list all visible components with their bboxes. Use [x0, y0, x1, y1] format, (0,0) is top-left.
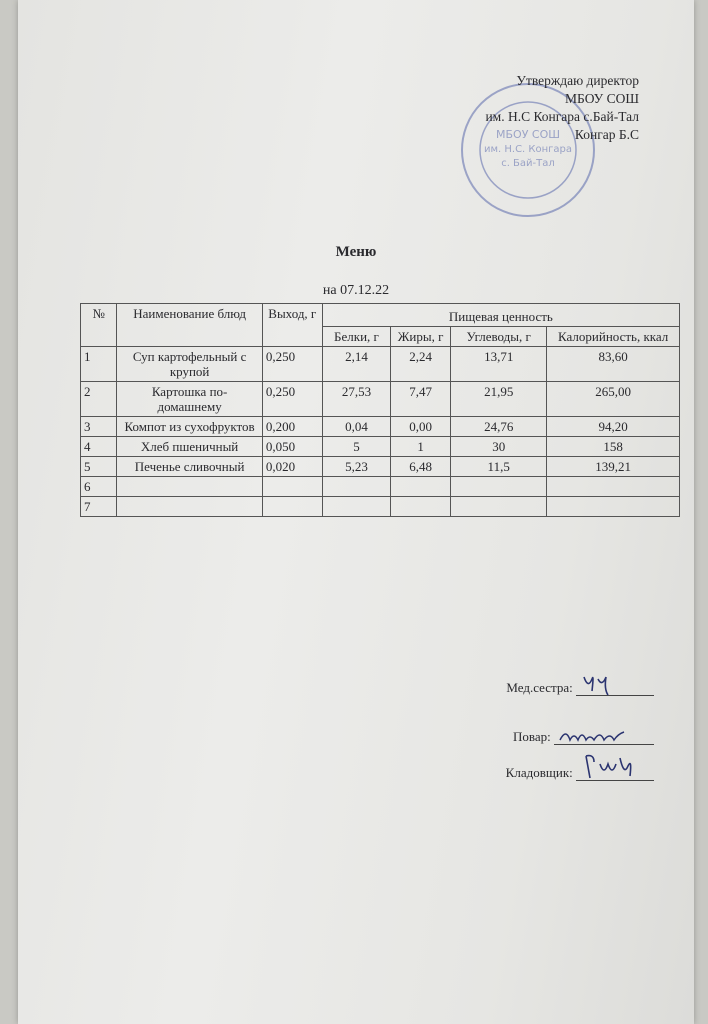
- cell-fat: [391, 497, 451, 517]
- document-page: [18, 0, 694, 1024]
- signature-nurse-label: Мед.сестра:: [506, 680, 573, 695]
- cell-carbs: 11,5: [451, 457, 547, 477]
- approval-line-4: Конгар Б.С: [574, 127, 639, 142]
- approval-block: [409, 72, 639, 144]
- cell-num: 6: [81, 477, 117, 497]
- table-row: [81, 347, 680, 382]
- table-row: [81, 382, 680, 417]
- cell-protein: 5: [322, 437, 390, 457]
- cell-carbs: 21,95: [451, 382, 547, 417]
- cell-name: Суп картофельный с крупой: [117, 347, 262, 382]
- cell-yield: [262, 477, 322, 497]
- cell-name: Хлеб пшеничный: [117, 437, 262, 457]
- cell-protein: 27,53: [322, 382, 390, 417]
- cell-kcal: 265,00: [547, 382, 680, 417]
- cell-kcal: 83,60: [547, 347, 680, 382]
- table-row: [81, 417, 680, 437]
- header-carbs: Углеводы, г: [451, 327, 547, 347]
- signature-nurse-line: [576, 681, 654, 696]
- cell-protein: [322, 477, 390, 497]
- cell-name: [117, 497, 262, 517]
- cell-name: Картошка по-домашнему: [117, 382, 262, 417]
- cell-yield: 0,020: [262, 457, 322, 477]
- cell-yield: [262, 497, 322, 517]
- cell-yield: 0,250: [262, 382, 322, 417]
- table-row: [81, 457, 680, 477]
- signature-cook-label: Повар:: [513, 729, 551, 744]
- cell-num: 5: [81, 457, 117, 477]
- cell-kcal: [547, 497, 680, 517]
- cell-fat: 1: [391, 437, 451, 457]
- header-fat: Жиры, г: [391, 327, 451, 347]
- signature-cook-line: [554, 730, 654, 745]
- approval-line-3: им. Н.С Конгара с.Бай-Тал: [485, 109, 639, 124]
- stamp-text-bottom: с. Бай-Тал: [501, 158, 555, 169]
- cell-name: Печенье сливочный: [117, 457, 262, 477]
- cell-kcal: 158: [547, 437, 680, 457]
- signature-cook: [513, 729, 654, 745]
- table-row: [81, 497, 680, 517]
- header-num: №: [81, 304, 117, 347]
- cell-num: 3: [81, 417, 117, 437]
- document-title: Меню: [335, 244, 377, 260]
- header-yield: Выход, г: [262, 304, 322, 347]
- cell-num: 1: [81, 347, 117, 382]
- header-name: Наименование блюд: [117, 304, 262, 347]
- signature-storekeeper: [506, 765, 654, 781]
- cell-protein: [322, 497, 390, 517]
- cell-fat: 7,47: [391, 382, 451, 417]
- cell-protein: 2,14: [322, 347, 390, 382]
- cell-kcal: 94,20: [547, 417, 680, 437]
- document-date: на 07.12.22: [322, 283, 390, 298]
- handwritten-signature-icon: [558, 724, 628, 746]
- cell-yield: 0,250: [262, 347, 322, 382]
- header-kcal: Калорийность, ккал: [547, 327, 680, 347]
- cell-num: 2: [81, 382, 117, 417]
- cell-kcal: 139,21: [547, 457, 680, 477]
- cell-fat: [391, 477, 451, 497]
- cell-carbs: 30: [451, 437, 547, 457]
- approval-line-1: Утверждаю директор: [516, 73, 639, 88]
- signature-nurse: [506, 680, 654, 696]
- cell-name: Компот из сухофруктов: [117, 417, 262, 437]
- signature-storekeeper-label: Кладовщик:: [505, 765, 573, 780]
- header-nutrition: Пищевая ценность: [322, 304, 679, 327]
- signature-storekeeper-line: [576, 766, 654, 781]
- cell-name: [117, 477, 262, 497]
- cell-fat: 6,48: [391, 457, 451, 477]
- approval-line-2: МБОУ СОШ: [565, 91, 639, 106]
- handwritten-signature-icon: [580, 671, 620, 697]
- cell-carbs: 13,71: [451, 347, 547, 382]
- cell-carbs: [451, 477, 547, 497]
- cell-carbs: 24,76: [451, 417, 547, 437]
- cell-num: 4: [81, 437, 117, 457]
- cell-num: 7: [81, 497, 117, 517]
- table-row: [81, 477, 680, 497]
- cell-kcal: [547, 477, 680, 497]
- cell-yield: 0,200: [262, 417, 322, 437]
- cell-fat: 2,24: [391, 347, 451, 382]
- cell-protein: 5,23: [322, 457, 390, 477]
- menu-table: [80, 303, 680, 517]
- table-header-row: [81, 304, 680, 327]
- stamp-text-middle: им. Н.С. Конгара: [483, 144, 573, 155]
- table-row: [81, 437, 680, 457]
- stamp-text-top: МБОУ СОШ: [496, 128, 560, 141]
- cell-protein: 0,04: [322, 417, 390, 437]
- cell-yield: 0,050: [262, 437, 322, 457]
- cell-carbs: [451, 497, 547, 517]
- cell-fat: 0,00: [391, 417, 451, 437]
- handwritten-signature-icon: [580, 752, 636, 782]
- header-protein: Белки, г: [322, 327, 390, 347]
